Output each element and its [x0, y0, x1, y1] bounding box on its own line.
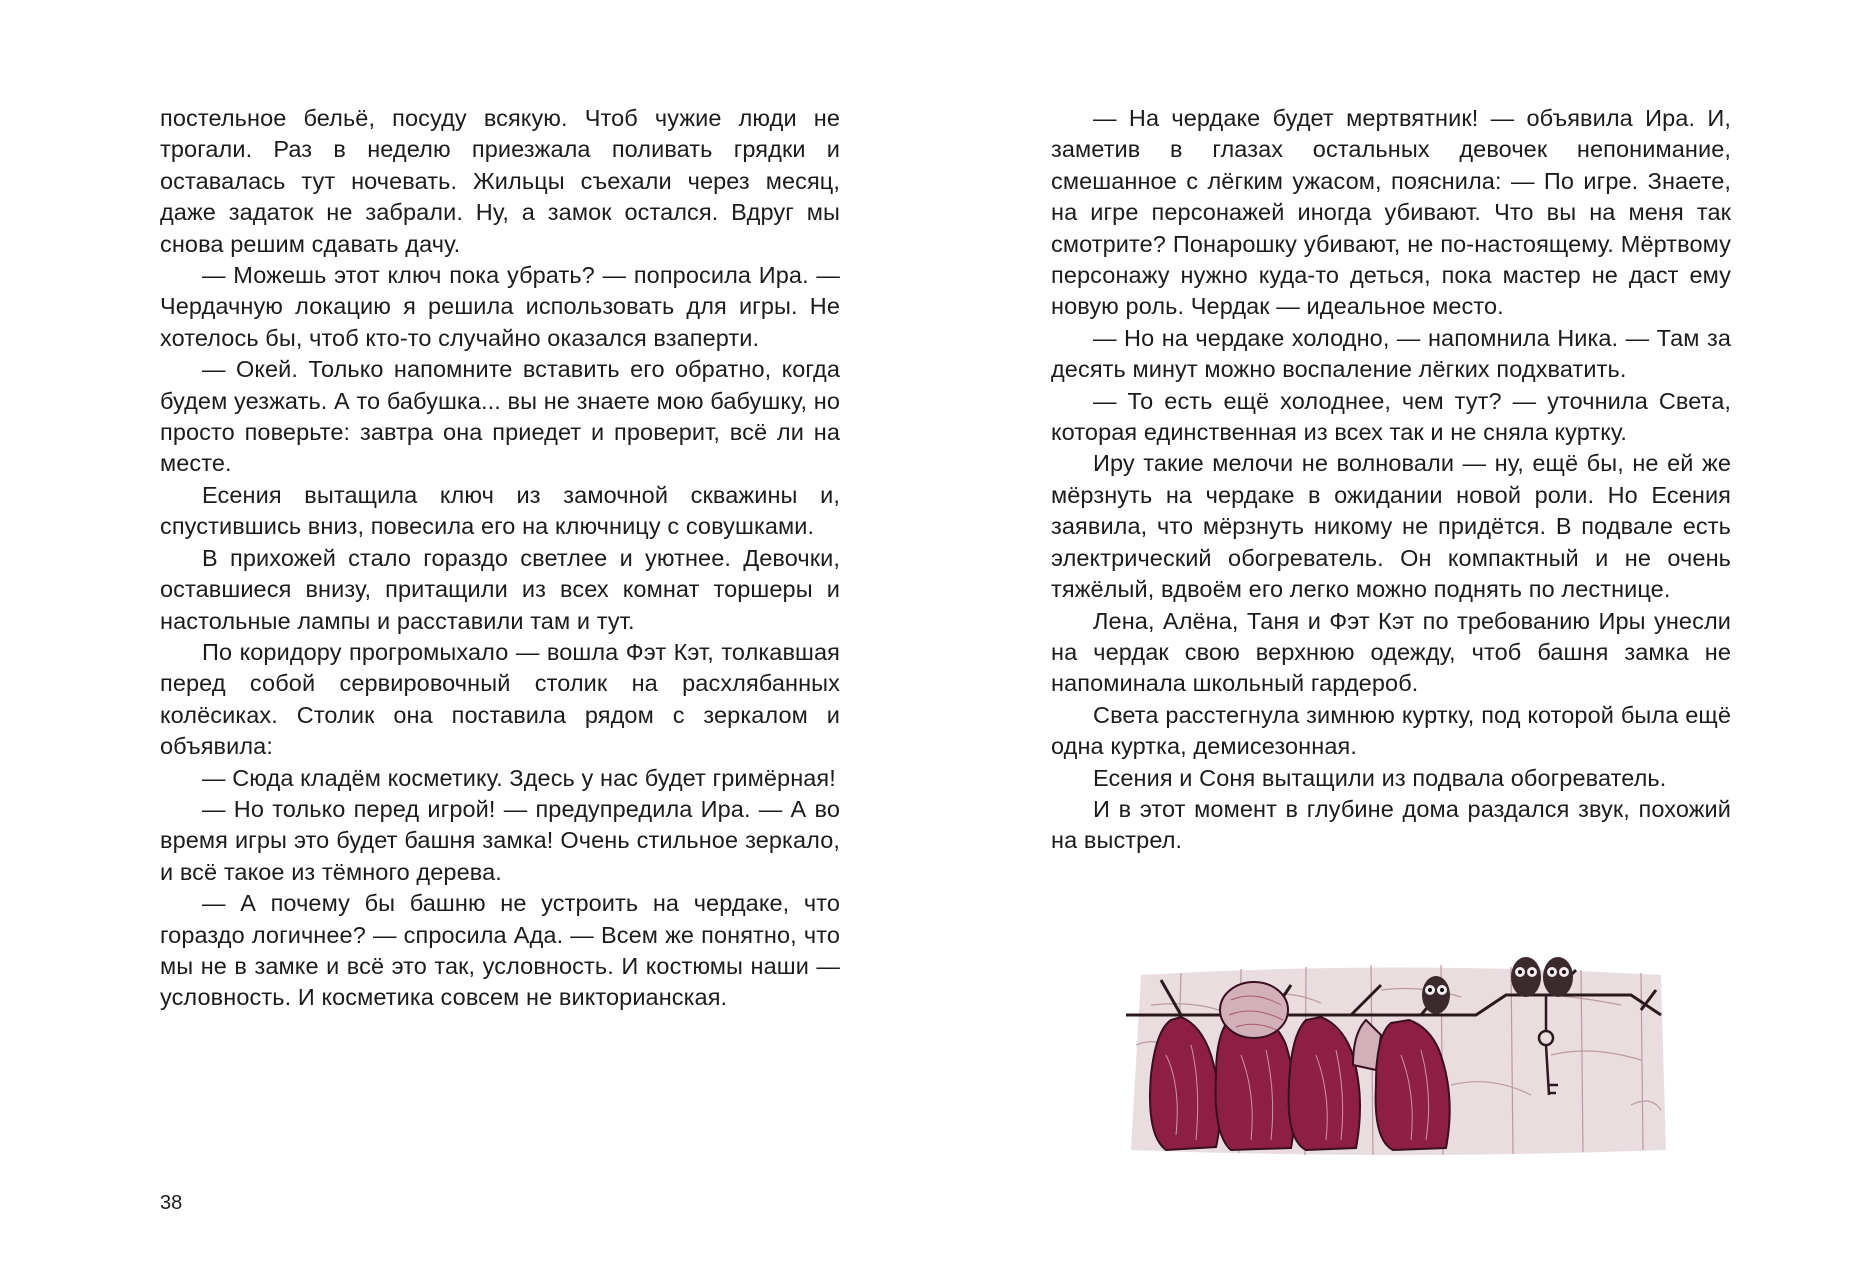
- owl-icon: [1511, 957, 1541, 997]
- left-page-text: [160, 103, 840, 1014]
- paragraph: — Можешь этот ключ пока убрать? — попросила Ира. — Чердачную локацию я решила использовать для игры. Не хотелось бы, чтоб кто-то случайно оказался взаперти.: [160, 262, 840, 351]
- paragraph: По коридору прогромыхало — вошла Фэт Кэт, толкавшая перед собой сервировочный столик на расхлябанных колёсиках. Столик она поставила рядом с зеркалом и объявила:: [160, 638, 840, 760]
- paragraph: — Сюда кладём косметику. Здесь у нас будет гримёрная!: [202, 764, 836, 791]
- paragraph: — Окей. Только напомните вставить его обратно, когда будем уезжать. А то бабушка... вы не знаете мою бабушку, но просто поверьте: завтра она приедет и проверит, всё ли на месте.: [160, 356, 840, 477]
- coat-rack-owls-illustration: [1121, 935, 1671, 1160]
- paragraph: Лена, Алёна, Таня и Фэт Кэт по требованию Иры унесли на чердак свою верхнюю одежду, чтоб башня замка не напоминала школьный гардероб.: [1051, 607, 1731, 697]
- paragraph: Есения вытащила ключ из замочной скважины и, спустившись вниз, повесила его на ключницу с совушками.: [160, 481, 840, 540]
- owl-icon: [1422, 976, 1450, 1014]
- paragraph: — На чердаке будет мертвятник! — объявила Ира. И, заметив в глазах остальных девочек непонимание, смешанное с лёгким ужасом, пояснила: — По игре. Знаете, на игре персонажей иногда убивают. Что вы на меня так смотрите? Понарошку убивают, не по-настоящему. Мёртвому персонажу нужно куда-то деться, пока мастер не даст ему новую роль. Чердак — идеальное место.: [1051, 105, 1731, 320]
- paragraph: — Но только перед игрой! — предупредила Ира. — А во время игры это будет башня замка! Очень стильное зеркало, и всё такое из тёмного дерева.: [160, 795, 840, 885]
- page-number: 38: [160, 1192, 183, 1214]
- right-page: [931, 0, 1862, 1263]
- paragraph: Иру такие мелочи не волновали — ну, ещё бы, не ей же мёрзнуть на чердаке в ожидании новой роли. Но Есения заявила, что мёрзнуть никому не придётся. В подвале есть электрический обогреватель. Он компактный и не очень тяжёлый, вдвоём его легко можно поднять по лестнице.: [1051, 450, 1731, 603]
- owl-icon: [1543, 957, 1573, 997]
- paragraph: И в этот момент в глубине дома раздался звук, похожий на выстрел.: [1051, 795, 1731, 854]
- paragraph: постельное бельё, посуду всякую. Чтоб чужие люди не трогали. Раз в неделю приезжала поливать грядки и оставалась тут ночевать. Жильцы съехали через месяц, даже задаток не забрали. Ну, а замок остался. Вдруг мы снова решим сдавать дачу.: [160, 105, 840, 257]
- right-page-text: [1051, 103, 1731, 857]
- paragraph: — Но на чердаке холодно, — напомнила Ника. — Там за десять минут можно воспаление лёгких подхватить.: [1051, 324, 1731, 383]
- paragraph: Света расстегнула зимнюю куртку, под которой была ещё одна куртка, демисезонная.: [1051, 701, 1731, 760]
- paragraph: В прихожей стало гораздо светлее и уютнее. Девочки, оставшиеся внизу, притащили из всех комнат торшеры и настольные лампы и расставили там и тут.: [160, 544, 840, 634]
- paragraph: — То есть ещё холоднее, чем тут? — уточнила Света, которая единственная из всех так и не сняла куртку.: [1051, 387, 1731, 446]
- paragraph: Есения и Соня вытащили из подвала обогреватель.: [1093, 764, 1667, 791]
- paragraph: — А почему бы башню не устроить на чердаке, что гораздо логичнее? — спросила Ада. — Всем же понятно, что мы не в замке и всё это так, условность. И костюмы наши — условность. И косметика совсем не викторианская.: [160, 890, 840, 1011]
